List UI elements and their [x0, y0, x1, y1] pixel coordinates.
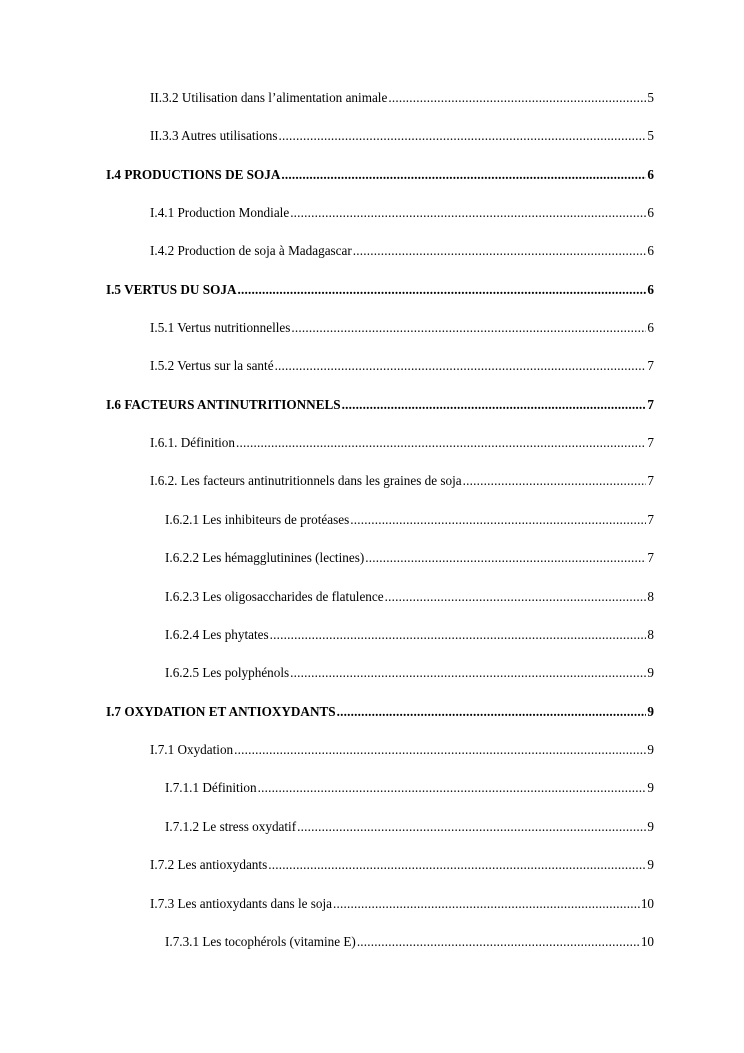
toc-leader-dots [278, 128, 646, 144]
toc-entry [165, 627, 654, 643]
toc-entry-page: 10 [640, 896, 654, 911]
toc-entry-title: I.6.2.1 Les inhibiteurs de protéases [165, 512, 350, 527]
toc-entry-page: 5 [647, 90, 654, 105]
toc-entry [150, 435, 654, 451]
toc-entry-page: 9 [647, 665, 654, 680]
toc-entry-chapter [106, 167, 654, 183]
toc-entry-page: 6 [647, 282, 654, 297]
toc-entry-chapter [106, 397, 654, 413]
toc-entry [165, 934, 654, 950]
toc-entry-title: I.6.2.3 Les oligosaccharides de flatulence [165, 589, 384, 604]
toc-leader-dots [268, 857, 646, 873]
toc-entry [150, 857, 654, 873]
toc-leader-dots [365, 550, 646, 566]
toc-entry-page: 7 [647, 512, 654, 527]
toc-leader-dots [234, 742, 646, 758]
toc-entry-title: I.5.1 Vertus nutritionnelles [150, 320, 291, 335]
toc-leader-dots [270, 627, 647, 643]
toc-entry-page: 6 [647, 205, 654, 220]
toc-entry [165, 589, 654, 605]
toc-entry-title: I.6 FACTEURS ANTINUTRITIONNELS [106, 397, 341, 412]
toc-entry [150, 742, 654, 758]
toc-entry [165, 819, 654, 835]
toc-entry [165, 780, 654, 796]
toc-entry-title: I.5.2 Vertus sur la santé [150, 358, 274, 373]
toc-leader-dots [290, 665, 646, 681]
toc-entry-page: 7 [647, 473, 654, 488]
toc-entry [150, 896, 654, 912]
toc-leader-dots [350, 512, 646, 528]
toc-entry-page: 7 [647, 358, 654, 373]
toc-leader-dots [291, 320, 646, 336]
toc-entry-title: I.7 OXYDATION ET ANTIOXYDANTS [106, 704, 336, 719]
toc-entry-chapter [106, 282, 654, 298]
toc-entry-page: 7 [647, 397, 654, 412]
toc-entry-title: II.3.3 Autres utilisations [150, 128, 278, 143]
toc-entry [165, 665, 654, 681]
toc-entry-page: 8 [647, 627, 654, 642]
toc-entry-page: 7 [647, 435, 654, 450]
toc-entry-title: I.6.2.5 Les polyphénols [165, 665, 290, 680]
toc-leader-dots [388, 90, 646, 106]
toc-leader-dots [385, 589, 647, 605]
toc-entry-title: I.7.1.1 Définition [165, 780, 257, 795]
toc-entry [150, 473, 654, 489]
toc-entry [150, 205, 654, 221]
toc-entry-title: I.4.1 Production Mondiale [150, 205, 290, 220]
toc-leader-dots [463, 473, 647, 489]
toc-entry-title: I.7.1 Oxydation [150, 742, 234, 757]
toc-entry [150, 128, 654, 144]
toc-entry [165, 550, 654, 566]
toc-entry [150, 243, 654, 259]
toc-leader-dots [275, 358, 647, 374]
toc-entry-page: 7 [647, 550, 654, 565]
toc-entry-page: 6 [647, 243, 654, 258]
toc-entry [150, 320, 654, 336]
toc-entry-page: 9 [647, 704, 654, 719]
toc-entry-page: 10 [640, 934, 654, 949]
toc-entry-page: 9 [647, 819, 654, 834]
toc-entry [150, 358, 654, 374]
toc-entry-page: 9 [647, 857, 654, 872]
toc-leader-dots [290, 205, 646, 221]
toc-entry-page: 6 [647, 167, 654, 182]
toc-leader-dots [258, 780, 647, 796]
toc-leader-dots [333, 896, 640, 912]
toc-leader-dots [342, 397, 647, 413]
toc-entry-title: I.7.1.2 Le stress oxydatif [165, 819, 297, 834]
toc-entry [165, 512, 654, 528]
toc-entry-title: I.6.2.2 Les hémagglutinines (lectines) [165, 550, 365, 565]
toc-leader-dots [237, 282, 646, 298]
toc-entry-title: I.6.2. Les facteurs antinutritionnels dans les graines de soja [150, 473, 462, 488]
toc-entry-title: I.6.2.4 Les phytates [165, 627, 269, 642]
toc-entry-title: I.7.2 Les antioxydants [150, 857, 268, 872]
toc-entry-title: I.4.2 Production de soja à Madagascar [150, 243, 352, 258]
toc-entry-title: I.7.3 Les antioxydants dans le soja [150, 896, 333, 911]
toc-leader-dots [353, 243, 647, 259]
toc-entry-title: II.3.2 Utilisation dans l’alimentation animale [150, 90, 388, 105]
toc-leader-dots [337, 704, 647, 720]
toc-entry-title: I.7.3.1 Les tocophérols (vitamine E) [165, 934, 356, 949]
toc-entry-title: I.6.1. Définition [150, 435, 235, 450]
toc-entry-page: 9 [647, 742, 654, 757]
toc-leader-dots [236, 435, 646, 451]
toc-entry-chapter [106, 704, 654, 720]
toc-entry-title: I.4 PRODUCTIONS DE SOJA [106, 167, 281, 182]
toc-entry-page: 6 [647, 320, 654, 335]
toc-leader-dots [281, 167, 646, 183]
toc-entry [150, 90, 654, 106]
toc-entry-page: 5 [647, 128, 654, 143]
toc-entry-page: 9 [647, 780, 654, 795]
toc-leader-dots [297, 819, 646, 835]
toc-entry-title: I.5 VERTUS DU SOJA [106, 282, 237, 297]
toc-entry-page: 8 [647, 589, 654, 604]
toc-leader-dots [357, 934, 640, 950]
